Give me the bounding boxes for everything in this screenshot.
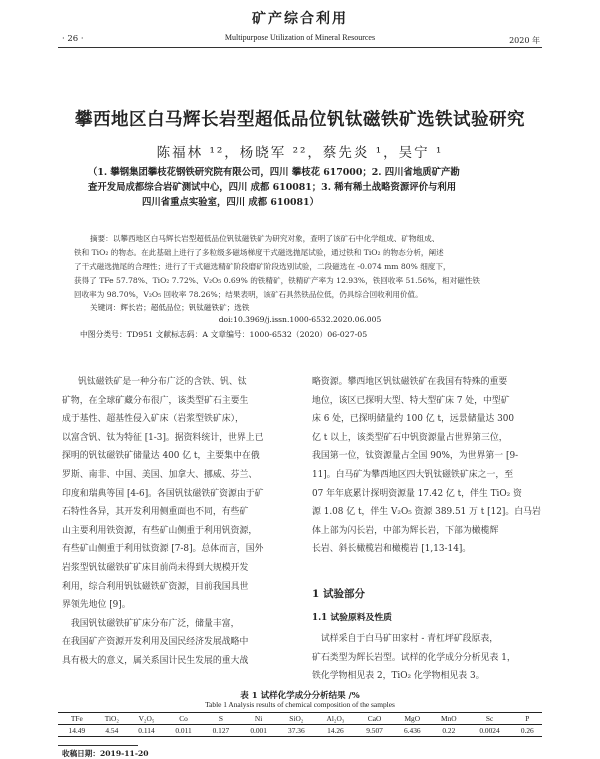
body-line: 具有极大的意义，属关系国计民生发展的重大战 — [62, 655, 249, 666]
table-caption-en: Table 1 Analysis results of chemical composition of the samples — [205, 700, 395, 709]
affiliation-line: 查开发局成都综合岩矿测试中心，四川 成都 610081；3. 稀有稀土战略资源评价与利用 — [88, 182, 457, 194]
page-number: · 26 · — [62, 34, 84, 44]
body-line: 我国第一位，钛资源量占全国 90%，为世界第一 [9- — [312, 451, 519, 462]
table-header-cell: TiO₂ — [104, 714, 119, 723]
table-header-row — [58, 713, 542, 725]
body-line: 山主要利用铁资源，有些矿山侧重于利用钒资源， — [62, 525, 258, 536]
body-line: 石特性各异，其开发利用侧重面也不同，有些矿 — [62, 507, 249, 518]
issue-year: 2020 年 — [509, 36, 540, 45]
table-cell: 14.49 — [68, 726, 86, 735]
table-header-cell: SiO₂ — [289, 714, 304, 723]
table-caption-cn: 表 1 试样化学成分分析结果 /% — [240, 691, 360, 701]
abstract-line: 铁和 TiO₂ 的物态。在此基础上进行了多粒级多磁场梯度干式磁选抛尾试验，通过铁和 TiO₂ 的物态分析，阐述 — [74, 248, 444, 258]
table-cell: 0.114 — [138, 726, 155, 735]
body-line: 印度和瑞典等国 [4-6]。各国钒钛磁铁矿资源由于矿 — [62, 488, 264, 499]
table-cell: 6.436 — [403, 726, 421, 735]
table-header-cell: P — [525, 714, 530, 723]
body-line: 矿物，在全球矿藏分布很广，该类型矿石主要生 — [62, 395, 249, 406]
table-header-cell: Al₂O₃ — [326, 714, 345, 723]
table-cell: 0.001 — [250, 726, 267, 735]
abstract-line: 回收率为 98.70%，V₂O₅ 回收率 78.26%；结果表明，该矿石具然铁品位低，仍具综合回收利用价值。 — [74, 290, 423, 300]
body-line: 长岩、斜长橄榄岩和橄榄岩 [1,13-14]。 — [312, 544, 472, 555]
body-line: 11]。白马矿为攀西地区四大钒钛磁铁矿床之一，至 — [312, 469, 514, 480]
header-rule — [58, 47, 542, 48]
body-line: 界领先地位 [9]。 — [62, 600, 131, 611]
table-header-cell: Co — [179, 714, 188, 723]
affiliation-line: 四川省重点实验室，四川 成都 610081） — [142, 197, 319, 209]
body-line: 在我国矿产资源开发利用及国民经济发展战略中 — [62, 637, 249, 648]
abstract — [74, 232, 548, 302]
table-cell: 0.0024 — [479, 726, 500, 735]
subsection-heading: 1.1 试验原料及性质 — [312, 613, 392, 623]
body-line: 地位，该区已探明大型、特大型矿床 7 处，中型矿 — [312, 395, 510, 406]
body-line: 岩浆型钒钛磁铁矿矿床目前尚未得到大规模开发 — [62, 562, 249, 573]
table-header-cell: MgO — [404, 714, 421, 723]
body-line: 利用，综合利用钒钛磁铁矿资源，目前我国具世 — [62, 581, 249, 592]
abstract-line: 摘要：以攀西地区白马辉长岩型超低品位钒钛磁铁矿为研究对象，查明了该矿石中化学组成、矿物组成、 — [90, 234, 440, 243]
chemical-composition-table — [58, 712, 542, 737]
journal-title-en: Multipurpose Utilization of Mineral Resources — [224, 33, 376, 42]
table-header-cell: S — [218, 714, 223, 723]
body-line: 以富含钒、钛为特征 [1-3]。据资料统计，世界上已 — [62, 432, 264, 443]
body-line: 钒钛磁铁矿是一种分布广泛的含铁、钒、钛 — [78, 377, 247, 387]
footnote-rule — [58, 745, 138, 746]
journal-title-cn: 矿产综合利用 — [252, 11, 348, 27]
table-header-cell: TFe — [70, 714, 83, 723]
table-header-cell: V₂O₅ — [138, 714, 155, 723]
body-line: 亿 t 以上，该类型矿石中钒资源量占世界第三位， — [312, 432, 508, 443]
body-line: 矿石类型为辉长岩型。试样的化学成分分析见表 1， — [312, 652, 516, 663]
table-cell: 14.26 — [327, 726, 344, 735]
table-cell: 0.127 — [212, 726, 230, 735]
table-header-cell: Sc — [485, 714, 494, 723]
received-date: 收稿日期：2019-11-20 — [62, 749, 149, 758]
table-cell: 9.507 — [366, 726, 383, 735]
body-line: 床 6 处，已探明储量约 100 亿 t，远景储量达 300 — [312, 414, 515, 425]
doi: doi:10.3969/j.issn.1000-6532.2020.06.005 — [218, 315, 382, 324]
section-heading: 1 试验部分 — [312, 588, 365, 600]
body-line: 探明的钒钛磁铁矿储量达 400 亿 t，主要集中在俄 — [62, 451, 260, 462]
article-title: 攀西地区白马辉长岩型超低品位钒钛磁铁矿选铁试验研究 — [75, 110, 525, 130]
body-line: 略资源。攀西地区钒钛磁铁矿在我国有特殊的重要 — [312, 377, 508, 387]
table-cell: 0.011 — [175, 726, 192, 735]
table-row — [58, 725, 542, 737]
table-cell: 37.36 — [288, 726, 305, 735]
body-line: 试样采自于白马矿田家村 - 青杠坪矿段原表， — [312, 634, 499, 644]
keywords: 关键词：辉长岩；超低品位；钒钛磁铁矿；选铁 — [90, 303, 250, 312]
body-line: 罗斯、南非、中国、美国、加拿大、挪威、芬兰、 — [62, 469, 258, 480]
classification-line: 中图分类号：TD951 文献标志码：A 文章编号：1000-6532（2020）06-027-05 — [80, 330, 368, 339]
section-text — [312, 630, 538, 686]
article-authors: 陈福林 ¹²，杨晓军 ²²，蔡先炎 ¹，吴宁 ¹ — [156, 145, 444, 161]
body-line: 成于基性、超基性侵入矿床（岩浆型铁矿床）， — [62, 414, 244, 425]
affiliations — [88, 165, 558, 211]
table-cell: 0.22 — [442, 726, 456, 735]
body-line: 铁化学物相见表 2，TiO₂ 化学物相见表 3。 — [312, 671, 485, 682]
body-line: 有些矿山侧重于利用钛资源 [7-8]。总体而言，国外 — [62, 544, 264, 555]
table-header-cell: MnO — [441, 714, 457, 723]
body-line: 体上部为闪长岩，中部为辉长岩，下部为橄榄辉 — [312, 525, 499, 536]
abstract-line: 了干式磁选抛尾的合理性；进行了干式磁选精矿阶段磨矿阶段选别试验，二段磁选在 -0.074 mm 80% 细度下， — [74, 262, 451, 272]
body-line: 我国钒钛磁铁矿矿床分布广泛，储量丰富， — [62, 618, 240, 629]
body-right-column — [312, 373, 541, 559]
table-header-cell: CaO — [367, 714, 382, 723]
affiliation-line: （1. 攀钢集团攀枝花钢铁研究院有限公司，四川 攀枝花 617000；2. 四川省地质矿产勘 — [88, 167, 460, 178]
body-line: 源 1.08 亿 t，伴生 V₂O₅ 资源 389.51 万 t [12]。白马岩 — [312, 507, 541, 518]
table-cell: 4.54 — [105, 726, 119, 735]
abstract-line: 获得了 TFe 57.78%、TiO₂ 7.72%、V₂O₅ 0.69% 的铁精矿，铁精矿产率为 12.93%，铁回收率 51.56%，相对磁性铁 — [74, 276, 481, 286]
body-left-column — [62, 373, 288, 671]
table-cell: 0.26 — [520, 726, 534, 735]
table-header-cell: Ni — [254, 714, 263, 723]
body-line: 07 年年底累计探明资源量 17.42 亿 t，伴生 TiO₂ 资 — [312, 488, 522, 499]
